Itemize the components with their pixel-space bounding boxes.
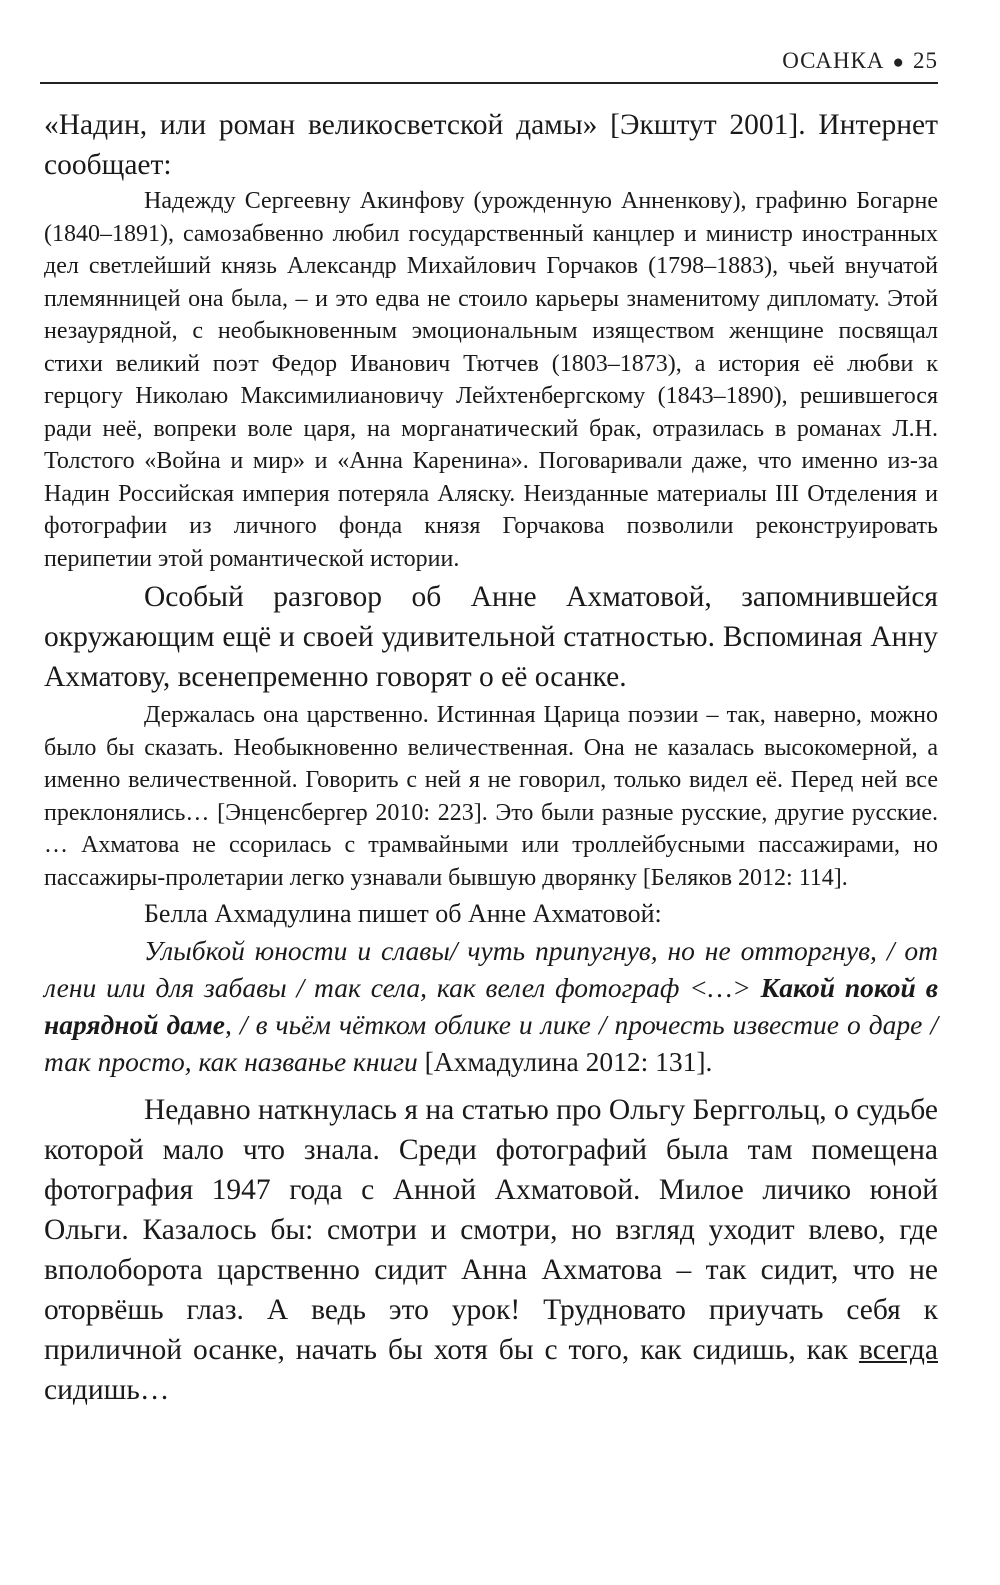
poem-part-1: Улыбкой юности и славы/ чуть припугнув, но не отторгнув, / от лени или для забавы / так села, как велел фотограф <…> (44, 935, 938, 1003)
poem-bold: Какой покой в нарядной даме (44, 972, 938, 1040)
poem-reference: [Ахмадулина 2012: 131]. (417, 1046, 713, 1077)
paragraph-intro: «Надин, или роман великосветской дамы» [Экштут 2001]. Интернет сообщает: (44, 109, 938, 181)
block-quote-enzensberger: Держалась она царственно. Истинная Царица поэзии – так, наверно, можно было бы сказать. Необыкновенно величественная. Она не казалась высокомерной, а именно величественной. Говорить с ней я не говорил, только видел её. Перед ней все преклонялись… [Энценсбергер 2010: 223]. Это были разные русские, другие русские. … Ахматова не ссорилась с трамвайными или троллейбусными пассажирами, но пассажиры-пролетарии легко узнавали бывшую дворянку [Беляков 2012: 114]. (44, 702, 938, 891)
block-quote-internet: Надежду Сергеевну Акинфову (урожденную Анненкову), графиню Богарне (1840–1891), самозабвенно любил государственный канцлер и министр иностранных дел светлейший князь Александр Михайлович Горчаков (1798–1883), чьей внучатой племянницей она была, – и это едва не стоило карьеры знаменитому дипломату. Этой незаурядной, с необыкновенным эмоциональным изяществом женщине посвящал стихи великий поэт Федор Иванович Тютчев (1803–1873), а история её любви к герцогу Николаю Максимилиановичу Лейхтенбергскому (1843–1890), решившегося ради неё, вопреки воле царя, на морганатический брак, отразилась в романах Л.Н. Толстого «Война и мир» и «Анна Каренина». Поговаривали даже, что именно из-за Надин Российская империя потеряла Аляску. Неизданные материалы III Отделения и фотографии из личного фонда князя Горчакова позволили реконструировать перипетии этой романтической истории. (44, 188, 938, 572)
page-number: 25 (913, 48, 938, 73)
page-body (44, 105, 938, 1410)
separator-dot: ● (892, 52, 905, 73)
paragraph-akhmatova: Особый разговор об Анне Ахматовой, запомнившейся окружающим ещё и своей удивительной статностью. Вспоминая Анну Ахматову, всенепременно говорят о её осанке. (44, 581, 938, 693)
paragraph-berggolts-tail: сидишь… (44, 1374, 170, 1406)
paragraph-akhmadulina-intro: Белла Ахмадулина пишет об Анне Ахматовой: (144, 899, 662, 928)
page-header (40, 40, 938, 84)
poem-part-2: , / в чьём чётком облике и лике / прочесть известие о даре / так просто, как названье книги (44, 1009, 939, 1077)
underlined-word: всегда (858, 1334, 938, 1366)
running-title: ОСАНКА (782, 48, 885, 73)
paragraph-berggolts-text: Недавно наткнулась я на статью про Ольгу Берггольц, о судьбе которой мало что знала. Среди фотографий была там помещена фотография 1947 года с Анной Ахматовой. Милое личико юной Ольги. Казалось бы: смотри и смотри, но взгляд уходит влево, где вполоборота царственно сидит Анна Ахматова – так сидит, что не оторвёшь глаз. А ведь это урок! Трудновато приучать себя к приличной осанке, начать бы хотя бы с того, как сидишь, как (44, 1094, 938, 1366)
paragraph-berggolts (44, 1090, 938, 1410)
running-head (782, 48, 938, 74)
poem-quote (44, 932, 938, 1080)
